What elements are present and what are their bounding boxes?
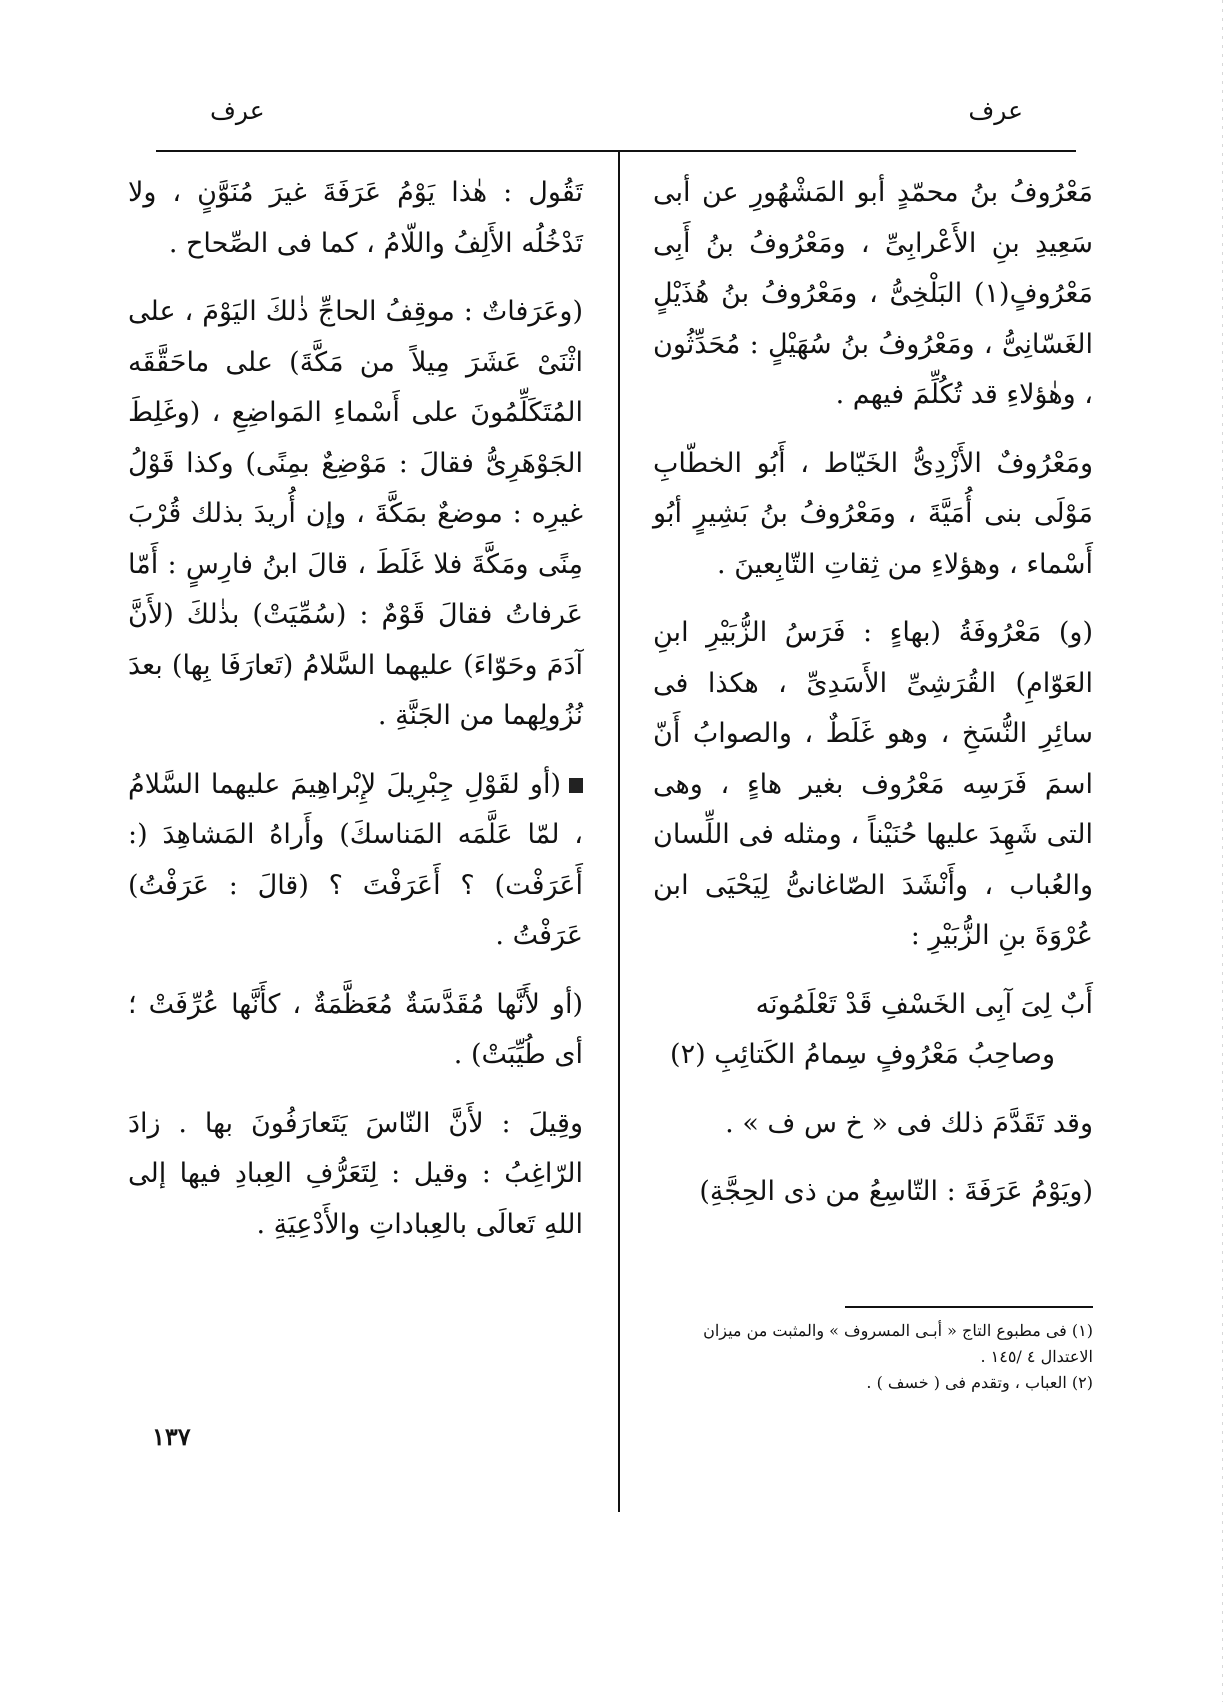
header-rule (156, 150, 1076, 152)
paragraph: وقِيلَ : لأَنَّ النّاسَ يَتَعارَفُونَ بها . زادَ الرّاغِبُ : وقيل : لِتَعَرُّفِ العِبادِ فيها إلى اللهِ تَعالَى بالعِباداتِ والأَدْعِيَةِ . (128, 1107, 583, 1240)
paragraph-text: (أو لقَوْلِ جِبْرِيلَ لإِبْراهِيمَ عليهما السَّلامُ ، لمّا عَلَّمَه المَناسكَ) وأَراهُ المَشاهِدَ (: أَعَرَفْت) ؟ أَعَرَفْتَ ؟ (قالَ : عَرَفْتُ) عَرَفْتُ . (128, 768, 583, 951)
left-column (128, 168, 583, 1268)
paragraph-with-marker (128, 760, 583, 962)
footnote-1: (١) فى مطبوع التاج « أبـى المسروف » والمثبت من ميزان الاعتدال ٤ /١٤٥ . (703, 1321, 1093, 1366)
square-marker-icon (569, 778, 583, 793)
paragraph: تَقُول : هٰذا يَوْمُ عَرَفَةَ غيرَ مُنَوَّنٍ ، ولا تَدْخُلُه الأَلِفُ واللّامُ ، كما فى الصِّحاح . (128, 177, 583, 259)
paragraph: (أو لأَنَّها مُقَدَّسَةٌ مُعَظَّمَةٌ ، كأَنَّها عُرِّفَتْ ؛ أى طُيِّبَتْ) . (128, 988, 583, 1070)
verse-line-1: أَبٌ لِىَ آبِى الخَسْفِ قَدْ تَعْلَمُونَه (755, 988, 1093, 1020)
footnote-2: (٢) العباب ، وتقدم فى ( خسف ) . (866, 1373, 1093, 1392)
page-edge-marks (1222, 0, 1223, 1702)
paragraph: مَعْرُوفُ بنُ محمّدٍ أبو المَشْهُورِ عن أبى سَعِيدِ بنِ الأَعْرابِىِّ ، ومَعْرُوفُ بنُ أَبِى مَعْرُوفٍ(١) البَلْخِىُّ ، ومَعْرُوفُ بنُ هُذَيْلٍ الغَسّانِىُّ ، ومَعْرُوفُ بنُ سُهَيْلٍ : مُحَدِّثُون ، وهٰؤلاءِ قد تُكُلِّمَ فيهم . (653, 177, 1093, 410)
running-head-right: عرف (968, 96, 1023, 125)
footnote-rule (845, 1306, 1093, 1308)
paragraph: ومَعْرُوفٌ الأَزْدِىُّ الخَيّاط ، أَبُو الخطّابِ مَوْلَى بنى أُمَيَّةَ ، ومَعْرُوفُ بنُ بَشِيرٍ أبُو أَسْماء ، وهؤلاءِ من ثِقاتِ التّابِعينَ . (653, 447, 1093, 580)
footnotes (653, 1318, 1093, 1396)
paragraph: وقد تَقَدَّمَ ذلك فى « خ س ف » . (725, 1107, 1093, 1139)
running-head-left: عرف (210, 96, 265, 125)
verse-line-2: وصاحِبُ مَعْرُوفٍ سِمامُ الكَتائِبِ (٢) (670, 1039, 1055, 1070)
poem-verse (653, 980, 1093, 1081)
paragraph: (ويَوْمُ عَرَفَةَ : التّاسِعُ من ذى الحِجَّةِ) (699, 1176, 1093, 1207)
paragraph: (و) مَعْرُوفَةُ (بهاءٍ : فَرَسُ الزُّبَيْرِ ابنِ العَوّامِ) القُرَشِىِّ الأَسَدِىِّ ، هكذا فى سائِرِ النُّسَخِ ، وهو غَلَطٌ ، والصوابُ أَنّ اسمَ فَرَسِه مَعْرُوف بغير هاءٍ ، وهى التى شَهِدَ عليها حُنَيْناً ، ومثله فى اللِّسان والعُباب ، وأَنْشَدَ الصّاغانىُّ لِيَحْيَى ابن عُرْوَةَ بنِ الزُّبَيْرِ : (653, 617, 1093, 951)
right-column (653, 168, 1093, 1236)
paragraph: (وعَرَفاتٌ : موقِفُ الحاجِّ ذٰلكَ اليَوْمَ ، على اثْنَىْ عَشَرَ مِيلاً من مَكَّةَ) على ماحَقَّقَه المُتَكَلِّمُونَ على أَسْماءِ المَواضِعِ ، (وغَلِطَ الجَوْهَرِىُّ فقالَ : مَوْضِعٌ بمِنًى) وكذا قَوْلُ غيرِه : موضعٌ بمَكَّةَ ، وإن أُريدَ بذلك قُرْبَ مِنًى ومَكَّةَ فلا غَلَطَ ، قالَ ابنُ فارِسٍ : أَمّا عَرفاتُ فقالَ قَوْمٌ : (سُمِّيَتْ) بذٰلكَ (لأَنَّ آدَمَ وحَوّاءَ) عليهما السَّلامُ (تَعارَفَا بِها) بعدَ نُزُولِهما من الجَنَّةِ . (128, 296, 583, 731)
column-divider (618, 152, 620, 1512)
page-number: ١٣٧ (152, 1422, 191, 1451)
